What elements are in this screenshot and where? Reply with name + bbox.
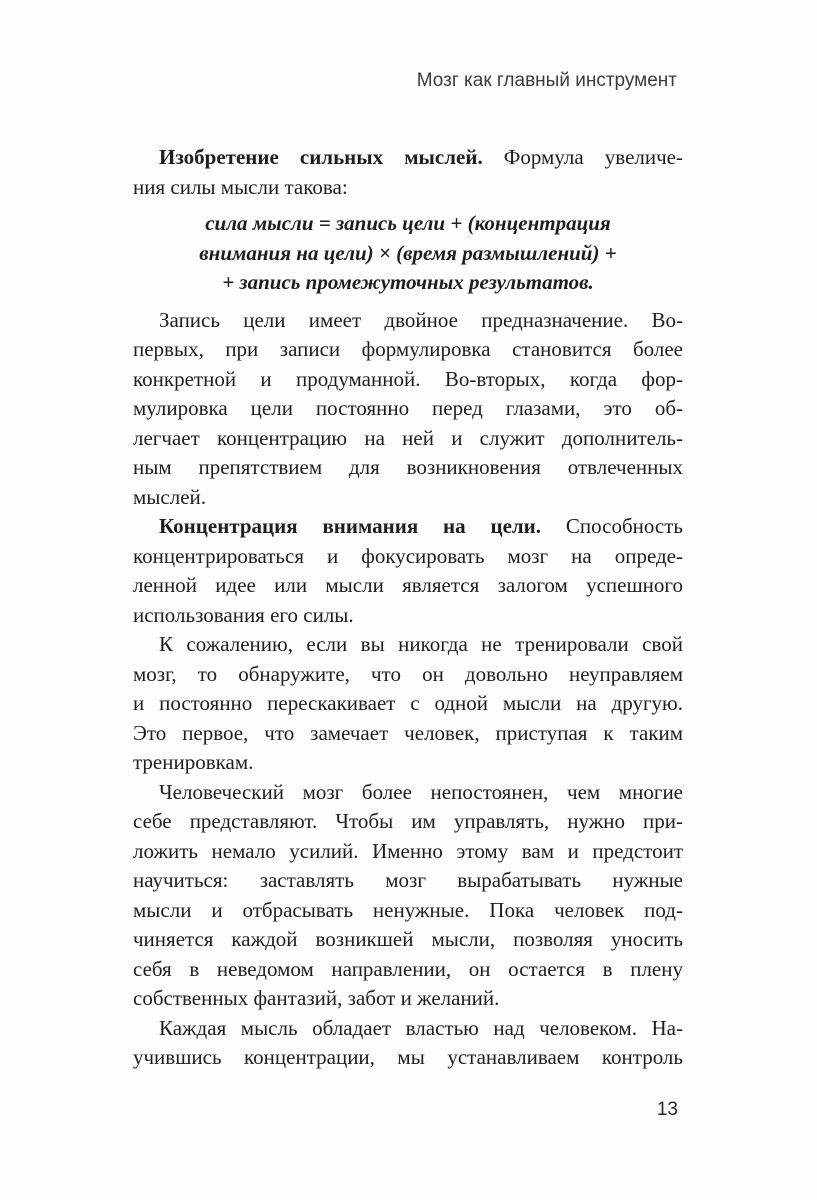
text-segment: легчает концентрацию на ней и служит дополнитель- bbox=[133, 425, 683, 450]
text-line bbox=[133, 1043, 683, 1073]
text-segment: Формула увеличе- bbox=[482, 145, 683, 169]
text-line bbox=[133, 173, 683, 203]
text-line bbox=[133, 837, 683, 867]
text-segment: ложить немало усилий. Именно этому вам и предстоит bbox=[133, 838, 683, 863]
text-line bbox=[133, 453, 683, 483]
text-segment: первых, при записи формулировка становится более bbox=[133, 337, 683, 361]
text-segment: сила мысли = запись цели + (концентрация bbox=[205, 211, 611, 235]
text-segment: тренировкам. bbox=[133, 750, 254, 774]
text-segment: ным препятствием для возникновения отвлеченных bbox=[133, 455, 683, 479]
text-line bbox=[133, 778, 683, 808]
text-segment: чиняется каждой возникшей мысли, позволяя уносить bbox=[133, 927, 683, 951]
paragraph bbox=[133, 306, 683, 513]
paragraph bbox=[133, 778, 683, 1014]
text-line bbox=[133, 483, 683, 513]
text-segment: К сожалению, если вы никогда не тренировали свой bbox=[159, 632, 683, 656]
text-segment: конкретной и продуманной. Во-вторых, когда фор- bbox=[133, 366, 683, 391]
text-line bbox=[133, 866, 683, 896]
text-line bbox=[133, 660, 683, 690]
text-segment: мозг, то обнаружите, что он довольно неуправляем bbox=[133, 661, 683, 686]
text-line bbox=[133, 512, 683, 542]
body-text bbox=[133, 143, 683, 1073]
running-header: Мозг как главный инструмент bbox=[416, 70, 677, 91]
text-line bbox=[133, 365, 683, 395]
text-line bbox=[133, 1014, 683, 1044]
text-segment: + запись промежуточных результатов. bbox=[222, 270, 594, 294]
text-segment: мыслей. bbox=[133, 484, 207, 509]
bold-lead-text: Изобретение сильных мыслей. bbox=[159, 145, 483, 169]
text-segment: учившись концентрации, мы устанавливаем контроль bbox=[133, 1045, 683, 1069]
text-segment: Это первое, что замечает человек, приступая к таким bbox=[133, 720, 683, 745]
page-number: 13 bbox=[656, 1099, 678, 1120]
text-line bbox=[133, 571, 683, 601]
text-line bbox=[133, 807, 683, 837]
text-line bbox=[133, 335, 683, 365]
paragraph bbox=[133, 512, 683, 630]
text-segment: научиться: заставлять мозг вырабатывать нужные bbox=[133, 868, 683, 892]
formula-block bbox=[133, 209, 683, 298]
text-line bbox=[133, 896, 683, 926]
text-line bbox=[133, 748, 683, 778]
text-segment: внимания на цели) × (время размышлений) + bbox=[199, 240, 617, 265]
text-line bbox=[133, 239, 683, 269]
text-segment: мысли и отбрасывать ненужные. Пока человек под- bbox=[133, 897, 683, 922]
text-segment: и постоянно перескакивает с одной мысли на другую. bbox=[133, 691, 683, 715]
text-segment: собственных фантазий, забот и желаний. bbox=[133, 986, 500, 1010]
text-line bbox=[133, 394, 683, 424]
text-line bbox=[133, 542, 683, 572]
text-segment: использования его силы. bbox=[133, 602, 354, 627]
paragraph bbox=[133, 630, 683, 778]
text-line bbox=[133, 209, 683, 239]
bold-lead-text: Концентрация внимания на цели. bbox=[159, 514, 542, 538]
text-line bbox=[133, 630, 683, 660]
text-segment: концентрироваться и фокусировать мозг на опреде- bbox=[133, 543, 683, 568]
text-line bbox=[133, 306, 683, 336]
paragraph bbox=[133, 143, 683, 202]
text-line bbox=[133, 689, 683, 719]
text-line bbox=[133, 925, 683, 955]
text-segment: Каждая мысль обладает властью над человеком. На- bbox=[159, 1015, 683, 1040]
text-line bbox=[133, 424, 683, 454]
text-line bbox=[133, 143, 683, 173]
text-line bbox=[133, 719, 683, 749]
text-segment: себе представляют. Чтобы им управлять, нужно при- bbox=[133, 809, 683, 833]
paragraph bbox=[133, 1014, 683, 1073]
text-segment: Запись цели имеет двойное предназначение. Во- bbox=[159, 307, 683, 332]
text-segment: Способность bbox=[541, 514, 683, 538]
text-segment: ния силы мысли такова: bbox=[133, 174, 348, 199]
text-line bbox=[133, 984, 683, 1014]
text-line bbox=[133, 268, 683, 298]
text-segment: себя в неведомом направлении, он остается в плену bbox=[133, 956, 683, 981]
text-segment: мулировка цели постоянно перед глазами, это об- bbox=[133, 396, 683, 420]
text-segment: Человеческий мозг более непостоянен, чем многие bbox=[159, 779, 683, 804]
text-line bbox=[133, 955, 683, 985]
text-line bbox=[133, 601, 683, 631]
text-segment: ленной идее или мысли является залогом успешного bbox=[133, 573, 683, 597]
